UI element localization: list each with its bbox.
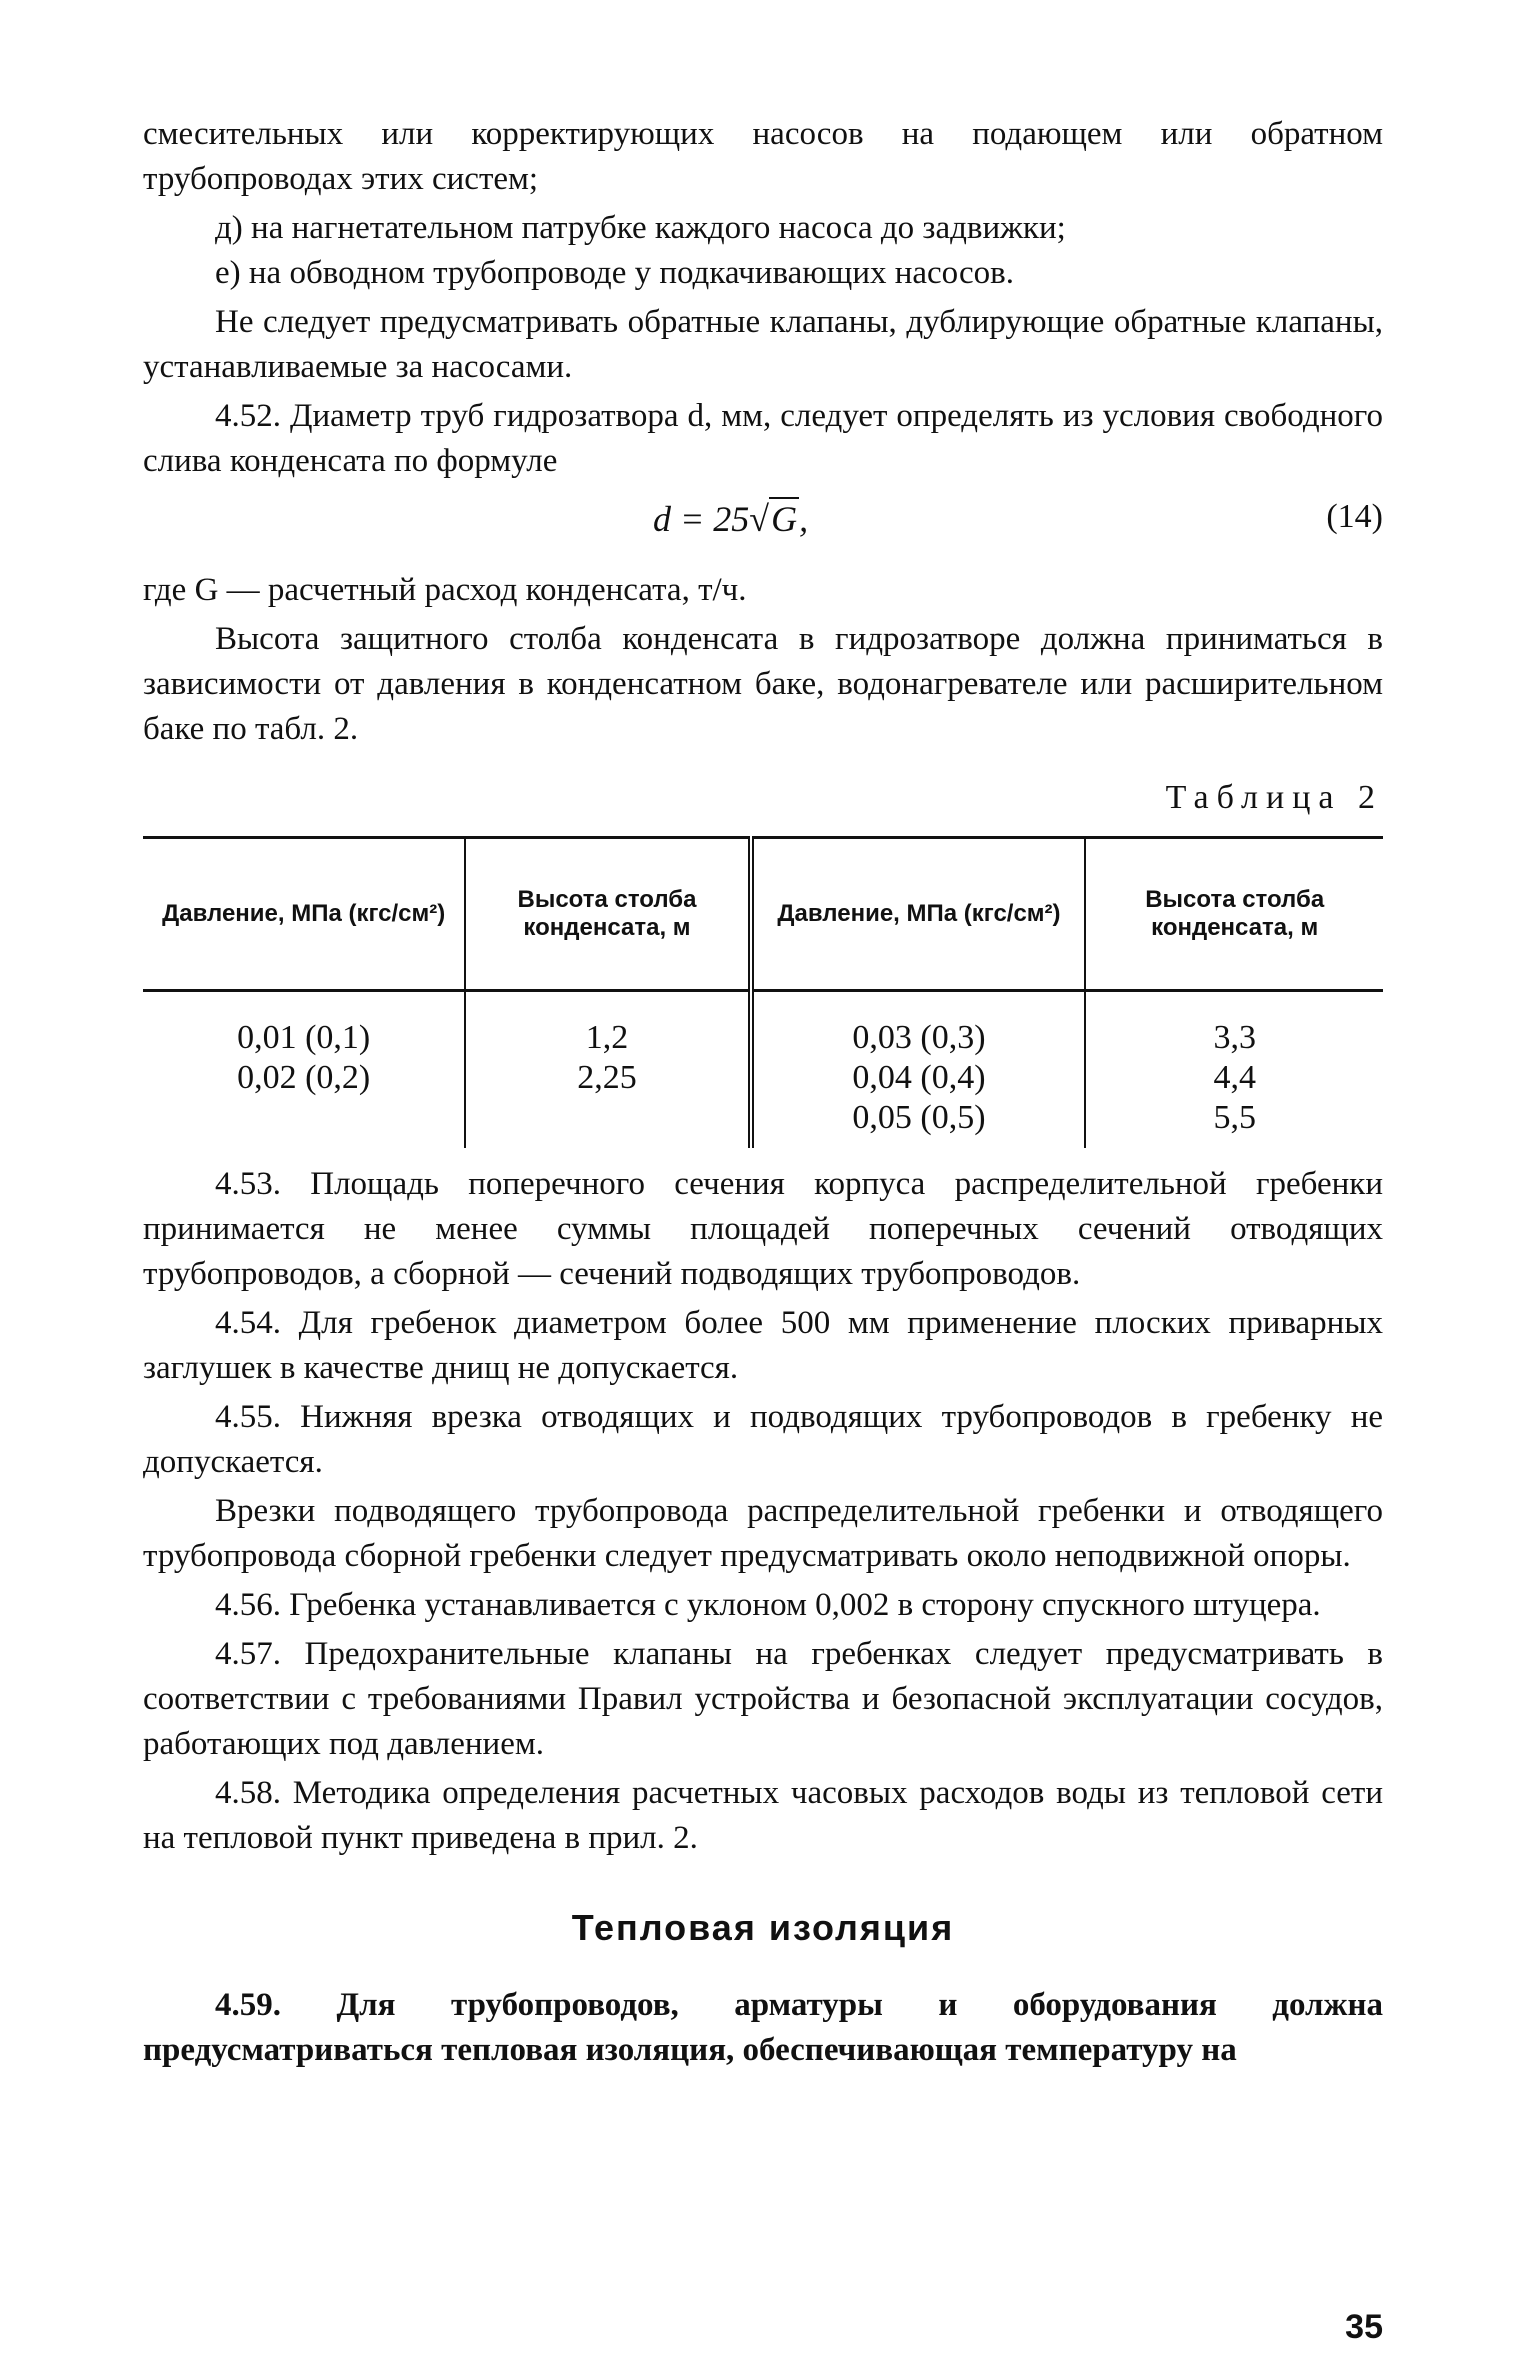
formula-number: (14) <box>1326 498 1383 535</box>
paragraph-4-58: 4.58. Методика определения расчетных часовых расходов воды из тепловой сети на тепловой пункт приведена в прил. 2. <box>143 1775 1383 1856</box>
table-header-cell: Давление, МПа (кгс/см²) <box>751 838 1086 991</box>
formula-trail: , <box>799 499 809 539</box>
table-cell-value: 0,04 (0,4) <box>852 1059 986 1096</box>
table-cell-height-2 <box>1085 991 1383 1149</box>
paragraph-4-59: 4.59. Для трубопроводов, арматуры и оборудования должна предусматриваться тепловая изоляция, обеспечивающая температуру на <box>143 1987 1383 2068</box>
table-header-cell: Давление, МПа (кгс/см²) <box>143 838 465 991</box>
paragraph-4-52: 4.52. Диаметр труб гидрозатвора d, мм, следует определять из условия свободного слива конденсата по формуле <box>143 398 1383 479</box>
paragraph-4-54: 4.54. Для гребенок диаметром более 500 мм применение плоских приварных заглушек в качестве днищ не допускается. <box>143 1305 1383 1386</box>
table-header-cell: Высота столба конденсата, м <box>465 838 750 991</box>
table-cell-value: 0,02 (0,2) <box>237 1059 371 1096</box>
paragraph-continuation: смесительных или корректирующих насосов на подающем или обратном трубопроводах этих систем; <box>143 116 1383 197</box>
table-cell-value: 2,25 <box>577 1059 637 1096</box>
paragraph-item-e: е) на обводном трубопроводе у подкачивающих насосов. <box>215 255 1014 291</box>
table-header-cell: Высота столба конденсата, м <box>1145 886 1325 941</box>
paragraph-connections: Врезки подводящего трубопровода распределительной гребенки и отводящего трубопровода сборной гребенки следует предусматривать около неподвижной опоры. <box>143 1493 1383 1574</box>
paragraph-water-seal-height: Высота защитного столба конденсата в гидрозатворе должна приниматься в зависимости от давления в конденсатном баке, водонагревателе или расширительном баке по табл. 2. <box>143 621 1383 747</box>
table-cell-value: 3,3 <box>1213 1019 1256 1056</box>
table-cell-value: 4,4 <box>1213 1059 1256 1096</box>
radical-sign: √ <box>749 499 770 539</box>
paragraph-check-valves: Не следует предусматривать обратные клапаны, дублирующие обратные клапаны, устанавливаемые за насосами. <box>143 304 1383 385</box>
table-row <box>143 991 1383 1149</box>
page-number: 35 <box>1345 2308 1383 2346</box>
formula-radicand: G <box>771 499 798 539</box>
formula-lhs: d = 25 <box>653 499 750 539</box>
table-2 <box>143 836 1383 1148</box>
section-title: Тепловая изоляция <box>571 1907 955 1948</box>
paragraph-4-53: 4.53. Площадь поперечного сечения корпуса распределительной гребенки принимается не менее суммы площадей поперечных сечений отводящих трубопроводов, а сборной — сечений подводящих трубопроводов. <box>143 1166 1383 1292</box>
table-cell-height-1 <box>465 991 750 1149</box>
table-header-row <box>143 838 1383 991</box>
table-cell-pressure-1 <box>143 991 465 1149</box>
paragraph-4-56: 4.56. Гребенка устанавливается с уклоном 0,002 в сторону спускного штуцера. <box>215 1587 1321 1623</box>
table-cell-value: 1,2 <box>585 1019 629 1056</box>
formula-expression <box>653 498 808 540</box>
table-caption: Таблица 2 <box>1165 779 1383 816</box>
paragraph-where-g: где G — расчетный расход конденсата, т/ч. <box>143 572 747 608</box>
formula-14 <box>143 492 1383 568</box>
paragraph-4-57: 4.57. Предохранительные клапаны на гребенках следует предусматривать в соответствии с требованиями Правил устройства и безопасной эксплуатации сосудов, работающих под давлением. <box>143 1636 1383 1762</box>
table-cell-value: 0,01 (0,1) <box>237 1019 371 1056</box>
table-cell-pressure-2 <box>751 991 1086 1149</box>
paragraph-4-55: 4.55. Нижняя врезка отводящих и подводящих трубопроводов в гребенку не допускается. <box>143 1399 1383 1480</box>
document-page <box>143 112 1383 2346</box>
paragraph-item-d: д) на нагнетательном патрубке каждого насоса до задвижки; <box>215 210 1066 246</box>
table-cell-value: 0,05 (0,5) <box>852 1099 986 1136</box>
table-cell-value: 5,5 <box>1213 1099 1256 1136</box>
table-cell-value: 0,03 (0,3) <box>852 1019 986 1056</box>
